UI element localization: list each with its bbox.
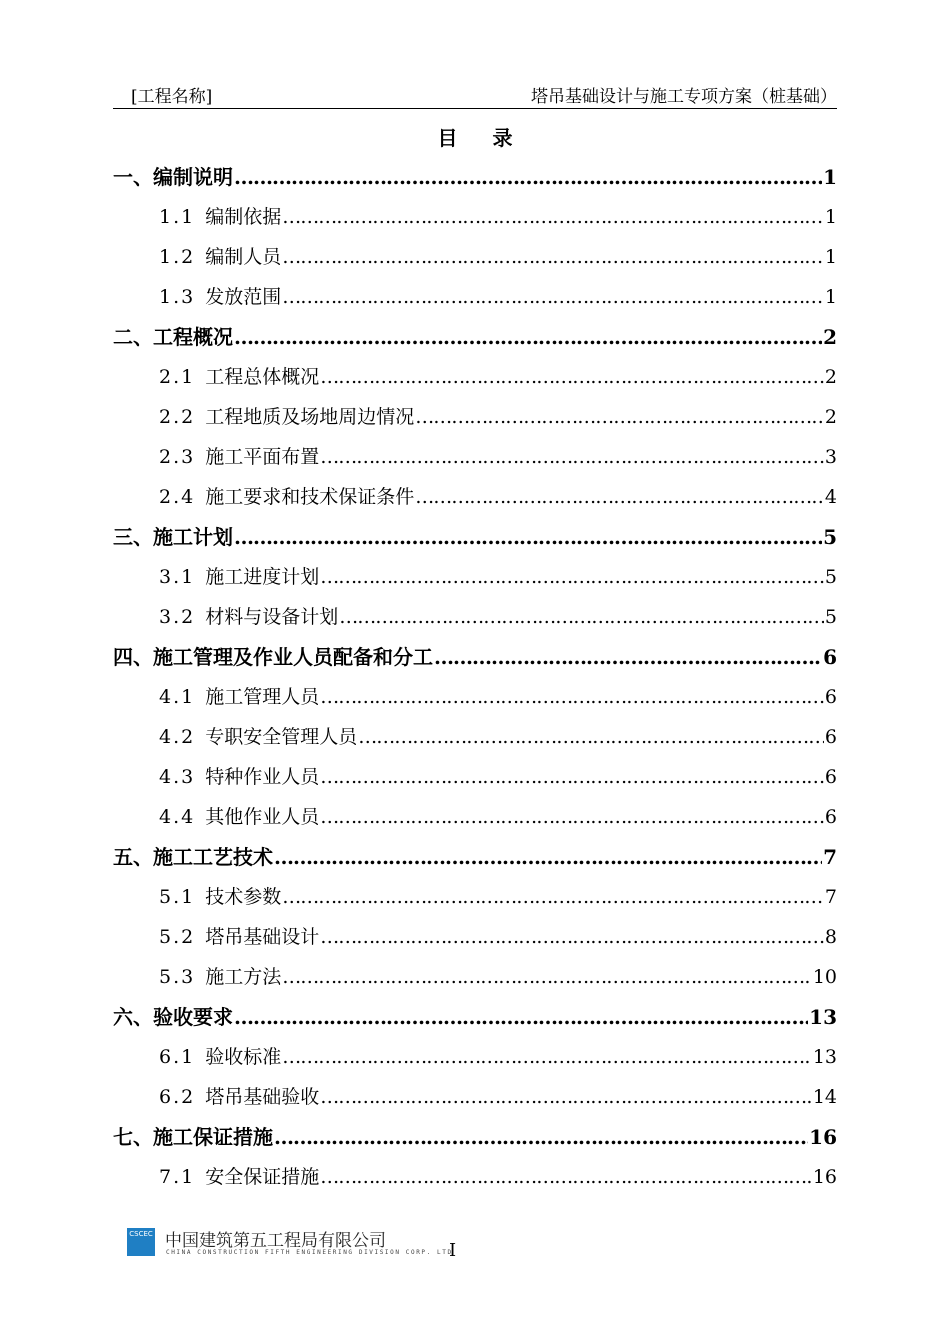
table-of-contents	[113, 157, 837, 1197]
toc-entry-title: 安全保证措施	[205, 1166, 320, 1188]
toc-entry-page: 16	[812, 1166, 837, 1188]
toc-dot-leader	[234, 317, 822, 357]
toc-section-entry[interactable]	[113, 397, 837, 437]
toc-dot-leader	[274, 1117, 808, 1157]
toc-entry-title: 施工工艺技术	[153, 845, 273, 869]
toc-dot-leader	[282, 957, 812, 997]
toc-entry-title: 塔吊基础验收	[205, 1086, 320, 1108]
toc-entry-title: 工程总体概况	[205, 366, 320, 388]
toc-entry-number: 七、	[113, 1125, 153, 1149]
toc-chapter-entry[interactable]	[113, 837, 837, 877]
header-document-title: 塔吊基础设计与施工专项方案（桩基础）	[531, 87, 837, 107]
toc-entry-number: 二、	[113, 325, 153, 349]
footer-company-name: 中国建筑第五工程局有限公司	[165, 1231, 386, 1251]
toc-entry-number: 4.4	[159, 806, 196, 828]
toc-dot-leader	[282, 237, 824, 277]
toc-dot-leader	[320, 917, 824, 957]
toc-entry-page: 1	[823, 165, 837, 189]
toc-dot-leader	[415, 397, 824, 437]
toc-chapter-entry[interactable]	[113, 1117, 837, 1157]
toc-entry-number: 6.2	[159, 1086, 196, 1108]
toc-entry-title: 施工管理人员	[205, 686, 320, 708]
toc-entry-number: 一、	[113, 165, 153, 189]
toc-entry-number: 4.3	[159, 766, 196, 788]
toc-entry-page: 2	[823, 325, 837, 349]
toc-section-entry[interactable]	[113, 237, 837, 277]
toc-section-entry[interactable]	[113, 797, 837, 837]
toc-entry-title: 编制人员	[205, 246, 282, 268]
toc-entry-page: 6	[824, 766, 837, 788]
toc-entry-title: 技术参数	[205, 886, 282, 908]
toc-entry-page: 7	[823, 845, 837, 869]
toc-chapter-entry[interactable]	[113, 637, 837, 677]
toc-dot-leader	[282, 1037, 812, 1077]
toc-entry-page: 6	[824, 726, 837, 748]
toc-dot-leader	[320, 1077, 812, 1117]
toc-chapter-entry[interactable]	[113, 997, 837, 1037]
toc-dot-leader	[320, 357, 824, 397]
toc-entry-title: 工程地质及场地周边情况	[205, 406, 415, 428]
toc-section-entry[interactable]	[113, 557, 837, 597]
toc-section-entry[interactable]	[113, 357, 837, 397]
toc-entry-page: 1	[824, 286, 837, 308]
toc-entry-number: 2.3	[159, 446, 196, 468]
toc-dot-leader	[434, 637, 822, 677]
toc-section-entry[interactable]	[113, 197, 837, 237]
toc-entry-title: 材料与设备计划	[205, 606, 339, 628]
toc-section-entry[interactable]	[113, 877, 837, 917]
toc-entry-page: 16	[809, 1125, 837, 1149]
toc-entry-title: 工程概况	[153, 325, 233, 349]
toc-entry-number: 3.1	[159, 566, 196, 588]
toc-dot-leader	[320, 757, 824, 797]
toc-entry-title: 编制说明	[153, 165, 233, 189]
toc-section-entry[interactable]	[113, 1157, 837, 1197]
toc-entry-page: 5	[823, 525, 837, 549]
toc-entry-title: 施工管理及作业人员配备和分工	[153, 645, 433, 669]
toc-entry-title: 塔吊基础设计	[205, 926, 320, 948]
toc-entry-title: 其他作业人员	[205, 806, 320, 828]
toc-entry-page: 10	[812, 966, 837, 988]
toc-entry-page: 2	[824, 406, 837, 428]
toc-entry-title: 施工保证措施	[153, 1125, 273, 1149]
toc-section-entry[interactable]	[113, 917, 837, 957]
toc-dot-leader	[282, 197, 824, 237]
toc-entry-number: 4.2	[159, 726, 196, 748]
toc-section-entry[interactable]	[113, 1037, 837, 1077]
toc-section-entry[interactable]	[113, 757, 837, 797]
toc-entry-page: 6	[823, 645, 837, 669]
toc-dot-leader	[274, 837, 822, 877]
toc-entry-number: 1.3	[159, 286, 196, 308]
toc-entry-page: 3	[824, 446, 837, 468]
toc-chapter-entry[interactable]	[113, 157, 837, 197]
toc-entry-number: 五、	[113, 845, 153, 869]
toc-section-entry[interactable]	[113, 477, 837, 517]
toc-section-entry[interactable]	[113, 717, 837, 757]
toc-entry-number: 1.2	[159, 246, 196, 268]
toc-entry-page: 7	[824, 886, 837, 908]
toc-entry-number: 5.2	[159, 926, 196, 948]
toc-entry-page: 5	[824, 606, 837, 628]
toc-entry-title: 施工要求和技术保证条件	[205, 486, 415, 508]
toc-entry-number: 2.2	[159, 406, 196, 428]
toc-title: 目 录	[437, 126, 527, 150]
toc-entry-page: 14	[812, 1086, 837, 1108]
toc-chapter-entry[interactable]	[113, 517, 837, 557]
toc-section-entry[interactable]	[113, 437, 837, 477]
toc-section-entry[interactable]	[113, 677, 837, 717]
toc-entry-title: 专职安全管理人员	[205, 726, 358, 748]
footer-page-number: I	[449, 1240, 457, 1261]
toc-entry-page: 2	[824, 366, 837, 388]
toc-entry-number: 2.1	[159, 366, 196, 388]
toc-entry-title: 施工进度计划	[205, 566, 320, 588]
header-project-name: [工程名称]	[131, 87, 213, 107]
footer-company-name-en: CHINA CONSTRUCTION FIFTH ENGINEERING DIVISION CORP. LTD	[166, 1249, 453, 1256]
toc-entry-page: 1	[824, 206, 837, 228]
toc-entry-title: 施工计划	[153, 525, 233, 549]
toc-dot-leader	[234, 157, 822, 197]
toc-entry-number: 3.2	[159, 606, 196, 628]
toc-entry-number: 2.4	[159, 486, 196, 508]
toc-dot-leader	[339, 597, 824, 637]
toc-entry-page: 6	[824, 686, 837, 708]
toc-entry-page: 13	[809, 1005, 837, 1029]
toc-entry-number: 1.1	[159, 206, 196, 228]
toc-dot-leader	[415, 477, 824, 517]
toc-dot-leader	[234, 517, 822, 557]
toc-entry-number: 4.1	[159, 686, 196, 708]
toc-entry-title: 施工平面布置	[205, 446, 320, 468]
toc-dot-leader	[320, 677, 824, 717]
toc-entry-title: 施工方法	[205, 966, 282, 988]
toc-dot-leader	[282, 277, 824, 317]
toc-dot-leader	[320, 557, 824, 597]
toc-dot-leader	[282, 877, 824, 917]
toc-entry-number: 5.1	[159, 886, 196, 908]
toc-entry-title: 编制依据	[205, 206, 282, 228]
toc-entry-number: 5.3	[159, 966, 196, 988]
toc-dot-leader	[234, 997, 808, 1037]
toc-dot-leader	[320, 797, 824, 837]
toc-entry-page: 8	[824, 926, 837, 948]
toc-section-entry[interactable]	[113, 277, 837, 317]
toc-entry-page: 6	[824, 806, 837, 828]
toc-dot-leader	[320, 1157, 812, 1197]
toc-entry-page: 5	[824, 566, 837, 588]
toc-entry-number: 7.1	[159, 1166, 196, 1188]
company-logo-icon: CSCEC	[127, 1228, 155, 1256]
toc-entry-title: 特种作业人员	[205, 766, 320, 788]
toc-entry-number: 6.1	[159, 1046, 196, 1068]
toc-section-entry[interactable]	[113, 1077, 837, 1117]
toc-entry-number: 四、	[113, 645, 153, 669]
toc-entry-page: 4	[824, 486, 837, 508]
toc-dot-leader	[358, 717, 824, 757]
toc-entry-page: 1	[824, 246, 837, 268]
toc-dot-leader	[320, 437, 824, 477]
toc-entry-number: 六、	[113, 1005, 153, 1029]
toc-entry-title: 验收标准	[205, 1046, 282, 1068]
toc-entry-page: 13	[812, 1046, 837, 1068]
toc-entry-title: 验收要求	[153, 1005, 233, 1029]
toc-section-entry[interactable]	[113, 957, 837, 997]
toc-section-entry[interactable]	[113, 597, 837, 637]
toc-entry-title: 发放范围	[205, 286, 282, 308]
toc-entry-number: 三、	[113, 525, 153, 549]
page-header	[113, 78, 837, 109]
toc-chapter-entry[interactable]	[113, 317, 837, 357]
